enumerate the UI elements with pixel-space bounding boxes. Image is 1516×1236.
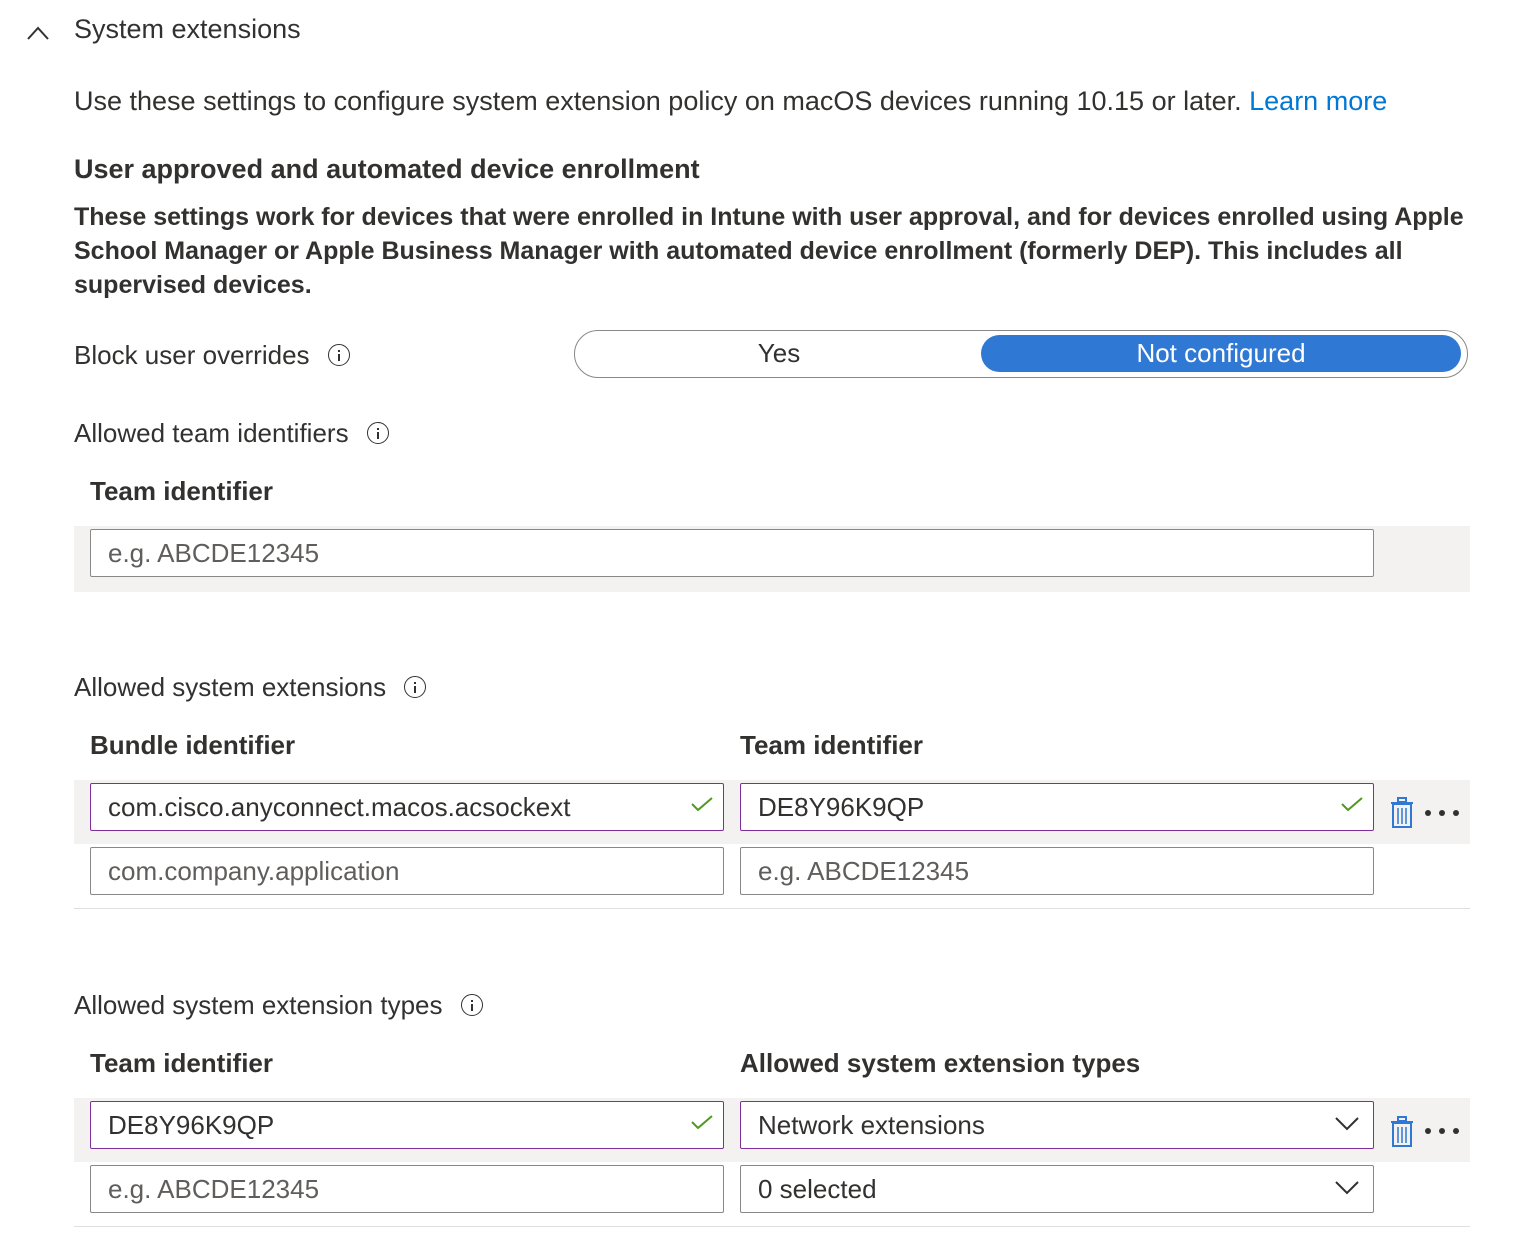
team-identifier-input[interactable] bbox=[90, 1101, 724, 1149]
divider bbox=[74, 1226, 1470, 1227]
allowed-team-identifiers-text: Allowed team identifiers bbox=[74, 417, 349, 448]
column-header-allowed-types: Allowed system extension types bbox=[740, 1048, 1141, 1078]
checkmark-icon bbox=[1341, 797, 1363, 811]
team-identifier-input[interactable] bbox=[740, 783, 1374, 831]
allowed-system-extension-types-text: Allowed system extension types bbox=[74, 989, 443, 1020]
learn-more-link[interactable]: Learn more bbox=[1249, 86, 1388, 116]
extension-types-dropdown[interactable] bbox=[740, 1165, 1374, 1213]
info-icon[interactable] bbox=[461, 994, 483, 1016]
team-identifier-value: DE8Y96K9QP bbox=[108, 1109, 275, 1140]
trash-icon[interactable] bbox=[1390, 1116, 1414, 1148]
chevron-down-icon bbox=[1335, 1181, 1359, 1195]
column-header-bundle-identifier: Bundle identifier bbox=[90, 730, 296, 760]
bundle-identifier-value: com.cisco.anyconnect.macos.acsockext bbox=[108, 791, 571, 822]
checkmark-icon bbox=[691, 797, 713, 811]
allowed-system-extensions-label bbox=[74, 670, 426, 704]
extension-types-dropdown[interactable] bbox=[740, 1101, 1374, 1149]
section-description bbox=[74, 86, 1387, 117]
column-header-team-identifier: Team identifier bbox=[90, 476, 274, 506]
info-icon[interactable] bbox=[328, 344, 350, 366]
chevron-up-icon bbox=[26, 24, 50, 42]
section-description-text: Use these settings to configure system extension policy on macOS devices running 10.15 or later. bbox=[74, 86, 1242, 116]
allowed-system-extensions-text: Allowed system extensions bbox=[74, 671, 387, 702]
team-identifier-placeholder: e.g. ABCDE12345 bbox=[108, 537, 320, 568]
info-icon[interactable] bbox=[404, 676, 426, 698]
enrollment-description: These settings work for devices that were enrolled in Intune with user approval, and for devices enrolled using Apple School Manager or Apple Business Manager with automated device enrollment (formerly DEP). This includes all supervised devices. bbox=[74, 203, 1464, 299]
extension-types-value: 0 selected bbox=[758, 1173, 877, 1204]
team-identifier-placeholder: e.g. ABCDE12345 bbox=[758, 855, 970, 886]
enrollment-title: User approved and automated device enrollment bbox=[74, 154, 700, 184]
bundle-identifier-input[interactable] bbox=[90, 847, 724, 895]
allowed-system-extension-types-label bbox=[74, 988, 483, 1022]
chevron-down-icon bbox=[1335, 1117, 1359, 1131]
checkmark-icon bbox=[691, 1115, 713, 1129]
allowed-team-identifiers-label bbox=[74, 416, 389, 450]
block-user-overrides-label bbox=[74, 338, 350, 372]
more-icon[interactable] bbox=[1424, 809, 1464, 817]
column-header-team-identifier: Team identifier bbox=[90, 1048, 274, 1078]
section-header-system-extensions[interactable] bbox=[0, 0, 600, 62]
block-user-overrides-toggle[interactable] bbox=[574, 330, 1468, 378]
section-title: System extensions bbox=[74, 14, 301, 44]
block-user-overrides-text: Block user overrides bbox=[74, 339, 310, 370]
team-identifier-input[interactable] bbox=[90, 529, 1374, 577]
trash-icon[interactable] bbox=[1390, 797, 1414, 829]
extension-types-value: Network extensions bbox=[758, 1109, 985, 1140]
more-icon[interactable] bbox=[1424, 1127, 1464, 1135]
bundle-identifier-placeholder: com.company.application bbox=[108, 855, 400, 886]
bundle-identifier-input[interactable] bbox=[90, 783, 724, 831]
team-identifier-input[interactable] bbox=[740, 847, 1374, 895]
toggle-option-not-configured[interactable]: Not configured bbox=[981, 335, 1461, 372]
toggle-option-yes[interactable]: Yes bbox=[757, 338, 801, 368]
team-identifier-placeholder: e.g. ABCDE12345 bbox=[108, 1173, 320, 1204]
divider bbox=[74, 908, 1470, 909]
team-identifier-value: DE8Y96K9QP bbox=[758, 791, 925, 822]
team-identifier-input[interactable] bbox=[90, 1165, 724, 1213]
column-header-team-identifier: Team identifier bbox=[740, 730, 924, 760]
info-icon[interactable] bbox=[367, 422, 389, 444]
